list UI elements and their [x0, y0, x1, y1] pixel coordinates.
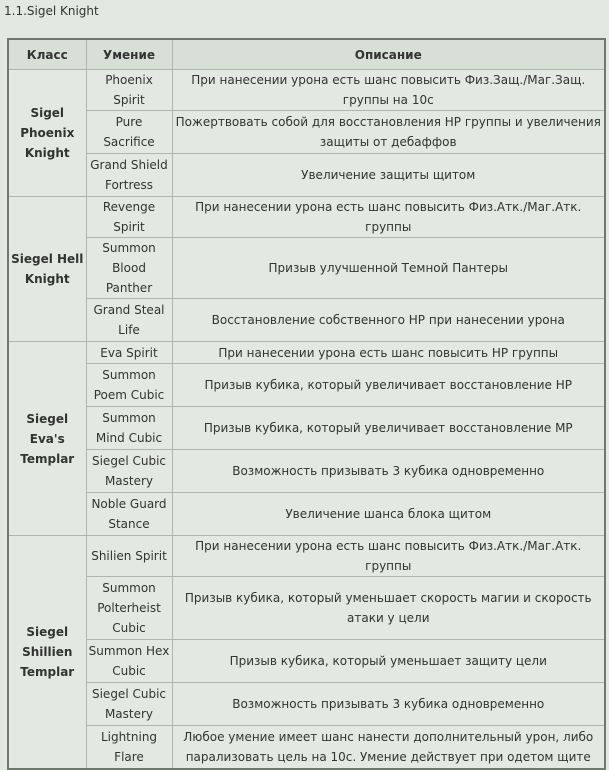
skill-cell: Grand Shield Fortress [86, 154, 172, 197]
table-row [8, 342, 605, 364]
skill-cell: Summon Polterheist Cubic [86, 577, 172, 640]
table-row [8, 111, 605, 154]
table-row [8, 299, 605, 342]
description-cell: Пожертвовать собой для восстановления HP группы и увеличения защиты от дебаффов [172, 111, 605, 154]
table-row [8, 726, 605, 769]
description-cell: При нанесении урона есть шанс повысить Физ.Атк./Маг.Атк. группы [172, 536, 605, 577]
description-cell: Любое умение имеет шанс нанести дополнительный урон, либо парализовать цель на 10с. Умение действует при одетом щите [172, 726, 605, 769]
header-class: Класс [8, 39, 86, 70]
table-header-row [8, 39, 605, 70]
description-cell: Призыв кубика, который уменьшает скорость магии и скорость атаки у цели [172, 577, 605, 640]
description-cell: Призыв кубика, который увеличивает восстановление MP [172, 407, 605, 450]
section-heading: 1.1.Sigel Knight [4, 4, 99, 18]
skill-cell: Phoenix Spirit [86, 70, 172, 111]
table-row [8, 70, 605, 111]
skill-cell: Summon Mind Cubic [86, 407, 172, 450]
table-row [8, 364, 605, 407]
table-row [8, 197, 605, 238]
skill-cell: Eva Spirit [86, 342, 172, 364]
class-cell: Siegel Hell Knight [8, 197, 86, 342]
skill-cell: Siegel Cubic Mastery [86, 450, 172, 493]
description-cell: Возможность призывать 3 кубика одновременно [172, 683, 605, 726]
table-row [8, 154, 605, 197]
header-description: Описание [172, 39, 605, 70]
description-cell: Призыв кубика, который уменьшает защиту цели [172, 640, 605, 683]
table-row [8, 536, 605, 577]
description-cell: Возможность призывать 3 кубика одновременно [172, 450, 605, 493]
skill-cell: Siegel Cubic Mastery [86, 683, 172, 726]
table-row [8, 493, 605, 536]
skill-cell: Noble Guard Stance [86, 493, 172, 536]
table-row [8, 683, 605, 726]
description-cell: При нанесении урона есть шанс повысить HP группы [172, 342, 605, 364]
table-row [8, 238, 605, 299]
class-cell: Sigel Phoenix Knight [8, 70, 86, 197]
class-cell: Siegel Eva's Templar [8, 342, 86, 536]
skill-cell: Lightning Flare [86, 726, 172, 769]
description-cell: Увеличение шанса блока щитом [172, 493, 605, 536]
description-cell: Восстановление собственного HP при нанесении урона [172, 299, 605, 342]
skill-cell: Shilien Spirit [86, 536, 172, 577]
description-cell: Увеличение защиты щитом [172, 154, 605, 197]
table-row [8, 640, 605, 683]
description-cell: При нанесении урона есть шанс повысить Физ.Защ./Маг.Защ. группы на 10с [172, 70, 605, 111]
header-skill: Умение [86, 39, 172, 70]
description-cell: Призыв улучшенной Темной Пантеры [172, 238, 605, 299]
skill-cell: Pure Sacrifice [86, 111, 172, 154]
skill-cell: Revenge Spirit [86, 197, 172, 238]
class-cell: Siegel Shillien Templar [8, 536, 86, 769]
description-cell: При нанесении урона есть шанс повысить Физ.Атк./Маг.Атк. группы [172, 197, 605, 238]
table-row [8, 577, 605, 640]
skill-cell: Summon Poem Cubic [86, 364, 172, 407]
table-row [8, 450, 605, 493]
skill-cell: Grand Steal Life [86, 299, 172, 342]
skill-cell: Summon Hex Cubic [86, 640, 172, 683]
table-row [8, 407, 605, 450]
skill-cell: Summon Blood Panther [86, 238, 172, 299]
description-cell: Призыв кубика, который увеличивает восстановление HP [172, 364, 605, 407]
skills-table [7, 38, 606, 770]
